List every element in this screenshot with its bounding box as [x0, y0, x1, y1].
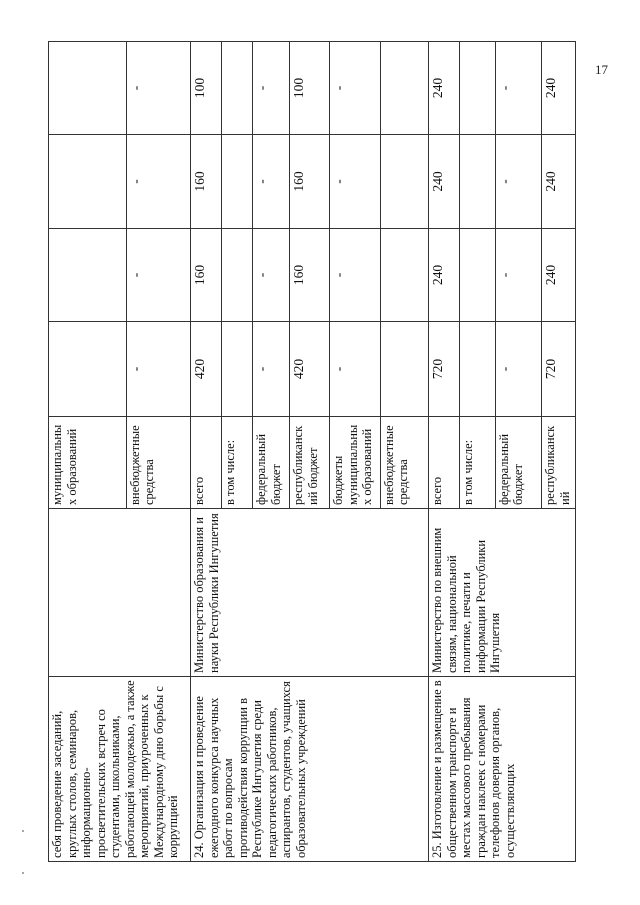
source-cell: всего — [191, 417, 222, 509]
year1-value: 160 — [191, 229, 222, 322]
year3-value: - — [330, 42, 381, 135]
year3-value: - — [495, 42, 541, 135]
year3-value — [459, 42, 495, 135]
rotated-table-container — [48, 42, 576, 862]
total-value: 420 — [191, 322, 222, 417]
executor-cell: Министерство образования и науки Республики Ингушетия — [191, 509, 429, 677]
year3-value — [49, 42, 127, 135]
year1-value — [380, 229, 428, 322]
total-value — [49, 322, 127, 417]
year1-value: 240 — [429, 229, 460, 322]
year1-value: - — [253, 229, 290, 322]
source-cell: в том числе: — [459, 417, 495, 509]
year3-value: 100 — [290, 42, 330, 135]
year2-value — [380, 135, 428, 229]
source-cell: внебюджетные средства — [126, 417, 190, 509]
year1-value — [49, 229, 127, 322]
year2-value — [221, 135, 253, 229]
total-value: 720 — [542, 322, 576, 417]
year2-value: - — [126, 135, 190, 229]
year2-value: 160 — [191, 135, 222, 229]
budget-table — [48, 41, 576, 862]
activity-cell: 24. Организация и проведение ежегодного конкурса научных работ по вопросам противодействия коррупции в Республике Ингушетия среди педагогических работников, аспирантов, студентов, учащихся образовательных учреждений — [191, 677, 429, 862]
year1-value: - — [495, 229, 541, 322]
activity-cell: себя проведение заседаний, круглых столов, семинаров, информационно-просветительских встреч со студентами, школьниками, работающей молодежью, а также мероприятий, приуроченных к Международному дню борьбы с коррупцией — [49, 677, 191, 862]
year2-value — [49, 135, 127, 229]
year2-value — [459, 135, 495, 229]
year1-value — [221, 229, 253, 322]
total-value: - — [330, 322, 381, 417]
activity-cell: 25. Изготовление и размещение в общественном транспорте и местах массового пребывания граждан наклеек с номерами телефонов доверия органов, осуществляющих — [429, 677, 576, 862]
page-number: 17 — [595, 62, 608, 77]
year2-value: 240 — [429, 135, 460, 229]
year1-value — [459, 229, 495, 322]
source-cell: бюджеты муниципальных образований — [330, 417, 381, 509]
total-value: 720 — [429, 322, 460, 417]
year3-value: - — [253, 42, 290, 135]
source-cell: федеральный бюджет — [495, 417, 541, 509]
year1-value: - — [126, 229, 190, 322]
year1-value: - — [330, 229, 381, 322]
total-value — [459, 322, 495, 417]
year2-value: - — [495, 135, 541, 229]
year3-value — [221, 42, 253, 135]
source-cell: республиканский бюджет — [290, 417, 330, 509]
table-row — [429, 42, 460, 862]
year2-value: 240 — [542, 135, 576, 229]
scan-speck — [22, 830, 24, 832]
executor-cell: Министерство по внешним связям, национальной политике, печати и информации Республики Ингушетия — [429, 509, 576, 677]
total-value — [221, 322, 253, 417]
year1-value: 240 — [542, 229, 576, 322]
source-cell: республиканский — [542, 417, 576, 509]
source-cell: в том числе: — [221, 417, 253, 509]
table-row — [49, 42, 127, 862]
year3-value: 240 — [429, 42, 460, 135]
year3-value: 100 — [191, 42, 222, 135]
total-value: - — [126, 322, 190, 417]
total-value: 420 — [290, 322, 330, 417]
total-value: - — [253, 322, 290, 417]
table-row — [191, 42, 222, 862]
source-cell: муниципальных образований — [49, 417, 127, 509]
total-value: - — [495, 322, 541, 417]
scan-speck — [22, 872, 24, 874]
year2-value: 160 — [290, 135, 330, 229]
source-cell: внебюджетные средства — [380, 417, 428, 509]
year1-value: 160 — [290, 229, 330, 322]
year3-value — [380, 42, 428, 135]
source-cell: федеральный бюджет — [253, 417, 290, 509]
total-value — [380, 322, 428, 417]
year2-value: - — [330, 135, 381, 229]
source-cell: всего — [429, 417, 460, 509]
year2-value: - — [253, 135, 290, 229]
year3-value: 240 — [542, 42, 576, 135]
executor-cell — [49, 509, 191, 677]
year3-value: - — [126, 42, 190, 135]
